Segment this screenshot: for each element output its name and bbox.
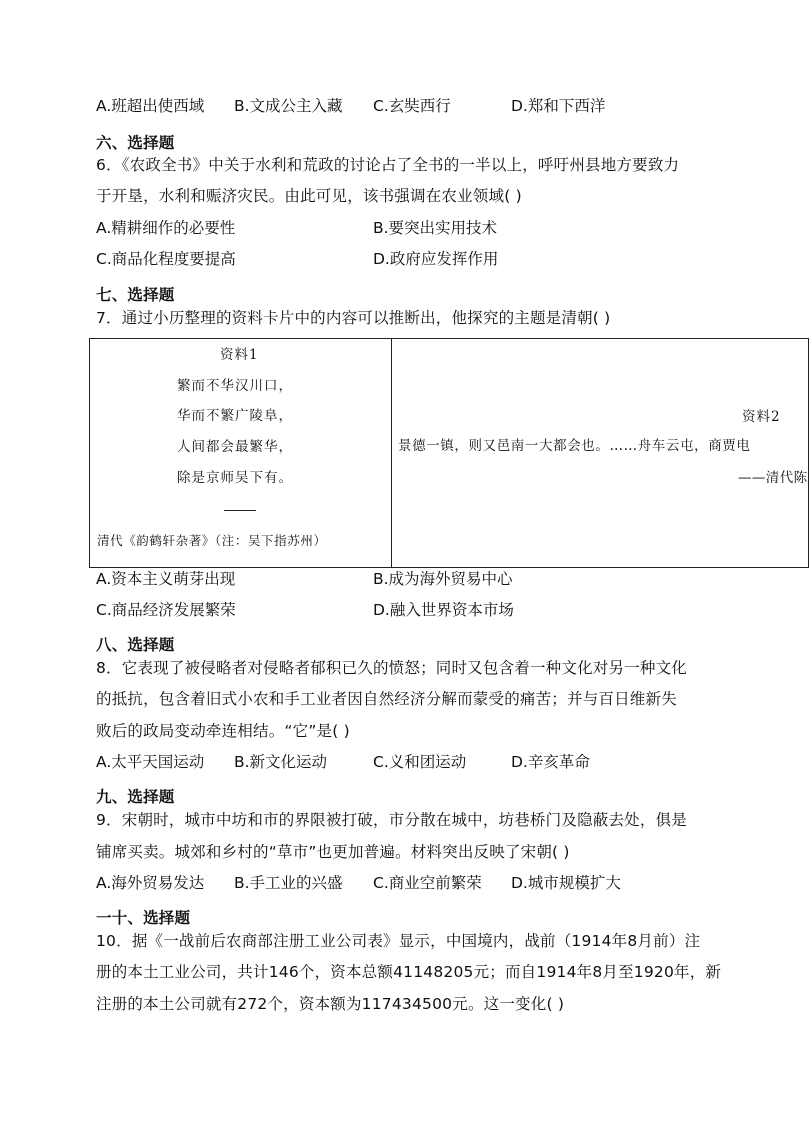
- card1-poem-line: 繁而不华汉川口，: [177, 378, 293, 394]
- option-a[interactable]: A.资本主义萌芽出现: [96, 570, 236, 588]
- question-stem: 9．宋朝时，城市中坊和市的界限被打破，市分散在城中，坊巷桥门及隐蔽去处，俱是: [96, 811, 687, 829]
- option-d[interactable]: D.政府应发挥作用: [373, 250, 499, 268]
- card2-source: ——清代陈: [738, 470, 808, 486]
- question-stem: 10．据《一战前后农商部注册工业公司表》显示，中国境内，战前（1914年8月前）注: [96, 932, 701, 950]
- card2-text: 景德一镇，则又邑南一大都会也。……舟车云屯，商贾电: [398, 438, 751, 454]
- card1-source: 清代《韵鹤轩杂著》（注：吴下指苏州）: [97, 533, 327, 548]
- source-dash: [224, 510, 256, 511]
- card1-poem-line: 人间都会最繁华，: [177, 439, 293, 455]
- option-c[interactable]: C.商业空前繁荣: [373, 874, 482, 892]
- section-heading: 八、选择题: [96, 636, 175, 654]
- section-heading: 九、选择题: [96, 788, 175, 806]
- option-c[interactable]: C.义和团运动: [373, 753, 467, 771]
- option-d[interactable]: D.城市规模扩大: [511, 874, 621, 892]
- option-c[interactable]: C.玄奘西行: [373, 97, 451, 115]
- option-a[interactable]: A.精耕细作的必要性: [96, 219, 236, 237]
- question-stem: 8．它表现了被侵略者对侵略者郁积已久的愤怒；同时又包含着一种文化对另一种文化: [96, 659, 687, 677]
- card-divider: [391, 338, 392, 568]
- option-d[interactable]: D.辛亥革命: [511, 753, 590, 771]
- option-b[interactable]: B.手工业的兴盛: [234, 874, 343, 892]
- option-b[interactable]: B.文成公主入藏: [234, 97, 343, 115]
- option-a[interactable]: A.班超出使西域: [96, 97, 205, 115]
- card1-poem-line: 除是京师吴下有。: [177, 470, 293, 486]
- question-stem: 的抵抗，包含着旧式小农和手工业者因自然经济分解而蒙受的痛苦；并与百日维新失: [96, 690, 677, 708]
- option-a[interactable]: A.太平天国运动: [96, 753, 205, 771]
- question-stem: 注册的本土公司就有272个，资本额为117434500元。这一变化( ): [96, 995, 565, 1013]
- option-b[interactable]: B.成为海外贸易中心: [373, 570, 513, 588]
- question-stem: 铺席买卖。城郊和乡村的“草市”也更加普遍。材料突出反映了宋朝( ): [96, 843, 570, 861]
- option-a[interactable]: A.海外贸易发达: [96, 874, 205, 892]
- question-stem: 7．通过小历整理的资料卡片中的内容可以推断出，他探究的主题是清朝( ): [96, 309, 611, 327]
- section-heading: 七、选择题: [96, 286, 175, 304]
- section-heading: 六、选择题: [96, 134, 175, 152]
- option-b[interactable]: B.要突出实用技术: [373, 219, 498, 237]
- question-stem: 6．《农政全书》中关于水利和荒政的讨论占了全书的一半以上，呼吁州县地方要致力: [96, 156, 680, 174]
- card1-poem-line: 华而不繁广陵阜，: [177, 408, 293, 424]
- question-stem: 于开垦，水利和赈济灾民。由此可见，该书强调在农业领域( ): [96, 187, 522, 205]
- question-stem: 败后的政局变动牵连相结。“它”是( ): [96, 722, 350, 740]
- question-stem: 册的本土工业公司，共计146个，资本总额41148205元；而自1914年8月至1920年，新: [96, 963, 722, 981]
- card1-title: 资料1: [220, 347, 259, 363]
- option-b[interactable]: B.新文化运动: [234, 753, 328, 771]
- option-c[interactable]: C.商品化程度要提高: [96, 250, 236, 268]
- option-d[interactable]: D.融入世界资本市场: [373, 601, 514, 619]
- section-heading: 一十、选择题: [96, 909, 191, 927]
- card2-title: 资料2: [742, 409, 781, 425]
- option-c[interactable]: C.商品经济发展繁荣: [96, 601, 236, 619]
- option-d[interactable]: D.郑和下西洋: [511, 97, 606, 115]
